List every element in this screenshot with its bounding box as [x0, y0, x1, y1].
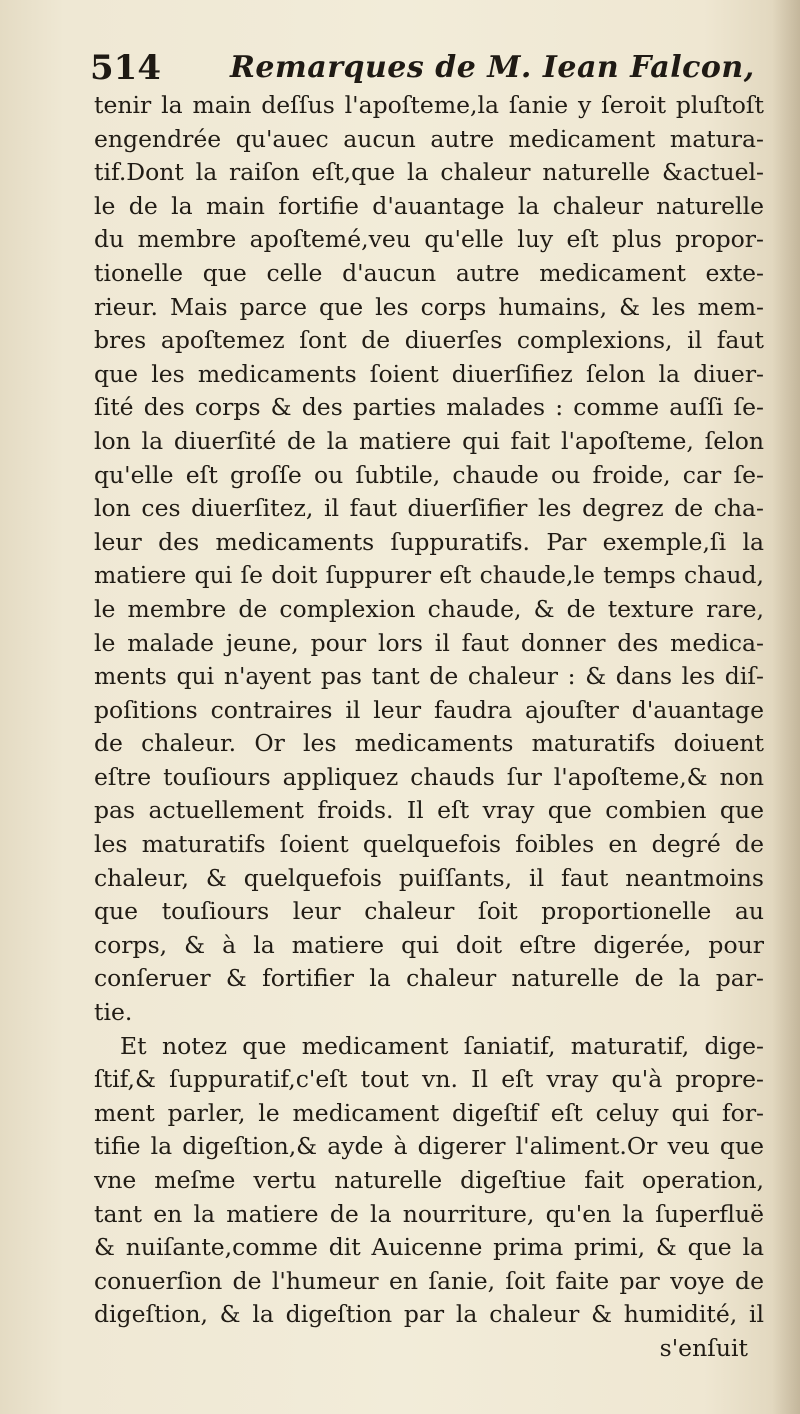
text-line: ment parler, le medicament digeſtif eſt celuy qui for- — [94, 1098, 764, 1127]
text-line: le malade jeune, pour lors il faut donner des medica- — [94, 628, 764, 657]
text-line: pas actuellement froids. Il eſt vray que combien que — [94, 796, 764, 825]
running-head: Remarques de M. Iean Falcon, — [230, 50, 755, 85]
text-line: eſtre touſiours appliquez chauds ſur l'apoſteme,& non — [94, 762, 764, 791]
text-line: vne meſme vertu naturelle digeſtiue fait operation, — [94, 1166, 764, 1194]
text-line: ſtif,& ſuppuratif,c'eſt tout vn. Il eſt vray qu'à propre- — [94, 1065, 764, 1094]
text-line: ments qui n'ayent pas tant de chaleur : & dans les diſ- — [94, 662, 764, 691]
text-line: le membre de complexion chaude, & de texture rare, — [94, 594, 764, 623]
text-line: tionelle que celle d'aucun autre medicament exte- — [94, 258, 764, 287]
text-line: le de la main fortifie d'auantage la chaleur naturelle — [94, 191, 764, 220]
text-line: poſitions contraires il leur faudra ajouſter d'auantage — [94, 695, 764, 724]
text-line: leur des medicaments ſuppuratifs. Par exemple,ſi la — [94, 527, 764, 556]
catchword: s'enſuit — [659, 1333, 748, 1362]
text-line: corps, & à la matiere qui doit eſtre digerée, pour — [94, 930, 764, 959]
text-line: engendrée qu'auec aucun autre medicament matura- — [94, 124, 764, 153]
text-line: bres apoſtemez ſont de diuerſes complexions, il faut — [94, 326, 764, 355]
text-line: lon ces diuerſitez, il faut diuerſifier les degrez de cha- — [94, 494, 764, 523]
text-line: lon la diuerſité de la matiere qui fait l'apoſteme, ſelon — [94, 426, 764, 455]
page-header — [90, 42, 770, 94]
page-number: 514 — [90, 48, 161, 88]
text-line: digeſtion, & la digeſtion par la chaleur & humidité, il — [94, 1300, 764, 1329]
text-line: & nuiſante,comme dit Auicenne prima primi, & que la — [94, 1233, 764, 1262]
text-line: rieur. Mais parce que les corps humains, & les mem- — [94, 292, 764, 321]
body-text — [94, 89, 764, 1366]
text-line: tant en la matiere de la nourriture, qu'en la ſuperfluë — [94, 1199, 764, 1228]
text-line: tif.Dont la raiſon eſt,que la chaleur naturelle &actuel- — [94, 158, 764, 187]
text-line: matiere qui ſe doit ſuppurer eſt chaude,le temps chaud, — [94, 561, 764, 590]
text-line: conſeruer & fortifier la chaleur naturelle de la par- — [94, 964, 764, 993]
text-line: les maturatifs ſoient quelquefois foibles en degré de — [94, 830, 764, 859]
text-line: tenir la main deſſus l'apoſteme,la ſanie y ſeroit pluſtoſt — [94, 91, 764, 119]
text-line: que les medicaments ſoient diuerſifiez ſelon la diuer- — [94, 359, 764, 388]
text-line: qu'elle eſt groſſe ou ſubtile, chaude ou froide, car ſe- — [94, 460, 764, 489]
text-line: que touſiours leur chaleur ſoit proportionelle au — [94, 897, 764, 926]
text-line: de chaleur. Or les medicaments maturatifs doiuent — [94, 729, 764, 758]
text-line: tifie la digeſtion,& ayde à digerer l'aliment.Or veu que — [94, 1132, 764, 1161]
text-line: conuerſion de l'humeur en ſanie, ſoit faite par voye de — [94, 1266, 764, 1295]
text-line: Et notez que medicament ſaniatif, maturatif, dige- — [120, 1031, 764, 1060]
text-line: du membre apoſtemé,veu qu'elle luy eſt plus propor- — [94, 225, 764, 254]
text-line: tie. — [94, 998, 133, 1027]
page-edge-shadow — [772, 0, 800, 1414]
text-line: chaleur, & quelquefois puiſſants, il faut neantmoins — [94, 863, 764, 892]
text-line: ſité des corps & des parties malades : comme auſſi ſe- — [94, 393, 764, 422]
